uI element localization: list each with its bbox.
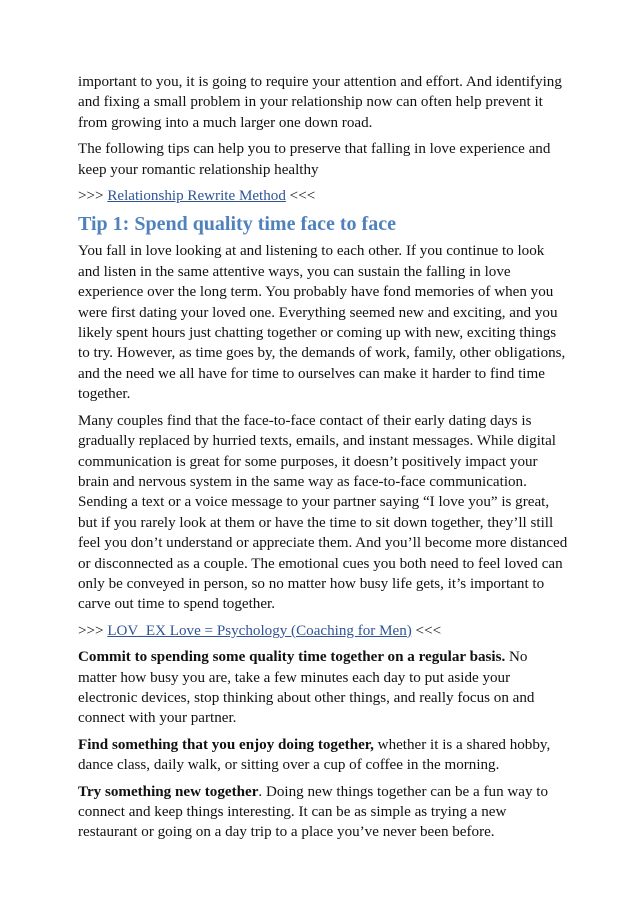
intro-paragraph: important to you, it is going to require your attention and effort. And identifying and fixing a small problem in your relationship now can often help prevent it from growing into a much larger one down road.	[78, 74, 562, 131]
tip-commit-text: No matter how busy you are, take a few minutes each day to put aside your electronic devices, stop thinking about other things, and really focus on and connect with your partner.	[78, 649, 535, 727]
tip-commit-paragraph	[78, 647, 568, 729]
tips-intro-paragraph: The following tips can help you to preserve that falling in love experience and keep your romantic relationship healthy	[78, 141, 551, 178]
relationship-rewrite-link[interactable]: Relationship Rewrite Method	[107, 188, 286, 205]
document-page	[78, 72, 568, 849]
tip-new-text: . Doing new things together can be a fun way to connect and keep things interesting. It can be as simple as trying a new restaurant or going on a day trip to a place you’ve never been before.	[78, 783, 549, 841]
link-suffix: <<<	[411, 622, 442, 639]
tip1-heading: Tip 1: Spend quality time face to face	[78, 213, 396, 236]
tip-new-bold: Try something new together	[78, 783, 259, 800]
tip1-paragraph-2: Many couples find that the face-to-face contact of their early dating days is gradually replaced by hurried texts, emails, and instant messages. While digital communication is great for some purposes, it doesn’t positively impact your brain and nervous system in the same way as face-to-face communication. Sending a text or a voice message to your partner saying “I love you” is great, but if you rarely look at them or have the time to sit down together, they’ll still feel you don’t understand or appreciate them. And you’ll become more distanced or disconnected as a couple. The emotional cues you both need to feel loved can only be conveyed in person, so no matter how busy life gets, it’s important to carve out time to spend together.	[78, 412, 568, 613]
link-line-2	[78, 621, 568, 641]
link-suffix: <<<	[285, 188, 316, 205]
link-line-1	[78, 186, 568, 206]
tip-enjoy-paragraph	[78, 735, 568, 776]
tip1-paragraph-1: You fall in love looking at and listening to each other. If you continue to look and listen in the same attentive ways, you can sustain the falling in love experience over the long term. You probably have fond memories of when you were first dating your loved one. Everything seemed new and exciting, and you likely spent hours just chatting together or coming up with new, exciting things to try. However, as time goes by, the demands of work, family, other obligations, and the need we all have for time to ourselves can make it harder to find time together.	[78, 243, 566, 403]
tip-commit-bold: Commit to spending some quality time together on a regular basis.	[78, 649, 506, 666]
tip-enjoy-text: whether it is a shared hobby, dance class, daily walk, or sitting over a cup of coffee in the morning.	[78, 736, 551, 774]
tip-new-paragraph	[78, 782, 568, 843]
lov-ex-love-link[interactable]: LOV_EX Love = Psychology (Coaching for Men)	[107, 622, 412, 639]
tip-enjoy-bold: Find something that you enjoy doing together,	[78, 736, 374, 753]
link-prefix: >>>	[78, 188, 108, 205]
link-prefix: >>>	[78, 622, 108, 639]
